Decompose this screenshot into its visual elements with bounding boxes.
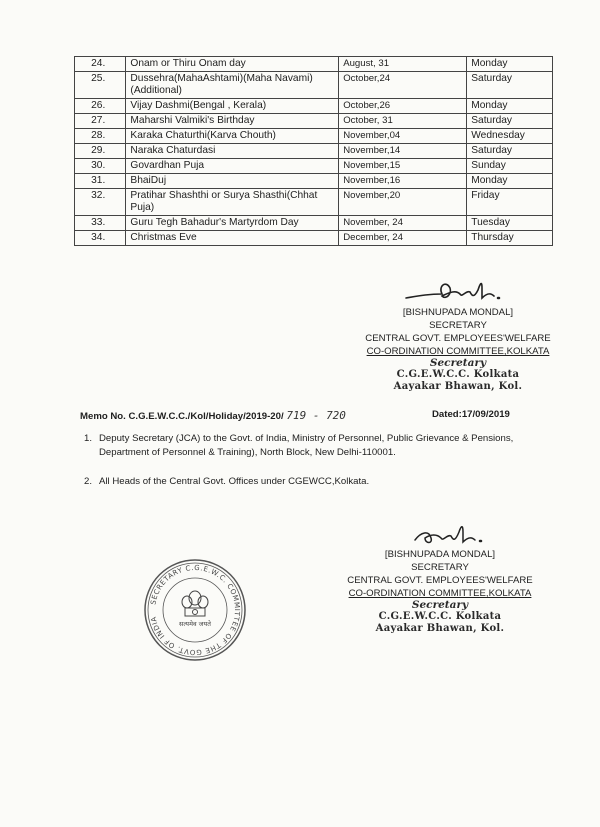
holiday-name: Christmas Eve xyxy=(126,231,339,246)
holiday-weekday: Saturday xyxy=(467,144,553,159)
holiday-weekday: Saturday xyxy=(467,114,553,129)
signatory-designation: SECRETARY xyxy=(429,320,487,331)
table-row xyxy=(75,231,553,246)
holiday-weekday: Sunday xyxy=(467,159,553,174)
holiday-name: Dussehra(MahaAshtami)(Maha Navami)(Additional) xyxy=(126,72,339,99)
org-line-1: CENTRAL GOVT. EMPLOYEES'WELFARE xyxy=(347,575,533,586)
holiday-date: November,15 xyxy=(339,159,467,174)
memo-handwritten-number: 719 - 720 xyxy=(286,409,346,422)
distribution-number: 1. xyxy=(84,433,93,444)
holiday-weekday: Tuesday xyxy=(467,216,553,231)
holiday-name: Naraka Chaturdasi xyxy=(126,144,339,159)
holiday-name: BhaiDuj xyxy=(126,174,339,189)
holiday-name: Pratihar Shashthi or Surya Shasthi(Chhat Puja) xyxy=(126,189,339,216)
table-row xyxy=(75,144,553,159)
table-row xyxy=(75,216,553,231)
org-line-2: CO-ORDINATION COMMITTEE,KOLKATA xyxy=(366,346,550,357)
table-row xyxy=(75,189,553,216)
stamp-address: Aayakar Bhawan, Kol. xyxy=(375,623,505,634)
holiday-name: Guru Tegh Bahadur's Martyrdom Day xyxy=(126,216,339,231)
stamp-org: C.G.E.W.C.C. Kolkata xyxy=(396,369,520,380)
row-number: 29. xyxy=(75,144,126,159)
org-line-1: CENTRAL GOVT. EMPLOYEES'WELFARE xyxy=(365,333,551,344)
signatory-name: [BISHNUPADA MONDAL] xyxy=(402,307,514,318)
table-row xyxy=(75,129,553,144)
holiday-date: November,16 xyxy=(339,174,467,189)
holiday-date: December, 24 xyxy=(339,231,467,246)
table-row xyxy=(75,99,553,114)
handwritten-signature-icon xyxy=(385,520,495,548)
table-row xyxy=(75,114,553,129)
stamp-address: Aayakar Bhawan, Kol. xyxy=(393,381,523,392)
table-row xyxy=(75,57,553,72)
holiday-weekday: Monday xyxy=(467,99,553,114)
row-number: 32. xyxy=(75,189,126,216)
distribution-text: Deputy Secretary (JCA) to the Govt. of India, Ministry of Personnel, Public Grievance & Pensions, Department of Personnel & Training), North Block, New Delhi-110001. xyxy=(99,433,514,458)
row-number: 34. xyxy=(75,231,126,246)
memo-number xyxy=(80,409,346,422)
signatory-designation: SECRETARY xyxy=(411,562,469,573)
row-number: 33. xyxy=(75,216,126,231)
distribution-number: 2. xyxy=(84,476,93,487)
holiday-weekday: Monday xyxy=(467,57,553,72)
holiday-date: August, 31 xyxy=(339,57,467,72)
row-number: 27. xyxy=(75,114,126,129)
holiday-name: Onam or Thiru Onam day xyxy=(126,57,339,72)
handwritten-signature-icon xyxy=(398,276,518,306)
holiday-date: November, 24 xyxy=(339,216,467,231)
row-number: 25. xyxy=(75,72,126,99)
signature-block-bottom xyxy=(335,520,545,635)
org-line-2: CO-ORDINATION COMMITTEE,KOLKATA xyxy=(348,588,532,599)
official-seal-icon xyxy=(143,558,247,662)
row-number: 24. xyxy=(75,57,126,72)
holiday-date: November,20 xyxy=(339,189,467,216)
holiday-table xyxy=(74,56,553,246)
stamp-title: Secretary xyxy=(411,599,469,611)
holiday-name: Maharshi Valmiki's Birthday xyxy=(126,114,339,129)
holiday-weekday: Wednesday xyxy=(467,129,553,144)
holiday-weekday: Saturday xyxy=(467,72,553,99)
signatory-name: [BISHNUPADA MONDAL] xyxy=(384,549,496,560)
row-number: 30. xyxy=(75,159,126,174)
signature-block-top xyxy=(358,276,558,393)
table-row xyxy=(75,174,553,189)
memo-date: Dated:17/09/2019 xyxy=(432,409,510,420)
holiday-date: October,26 xyxy=(339,99,467,114)
holiday-date: November,04 xyxy=(339,129,467,144)
holiday-weekday: Monday xyxy=(467,174,553,189)
seal-outer-text: SECRETARY C.G.E.W.C. COMMITTEE OF THE GOVT. OF INDIA xyxy=(149,563,242,657)
row-number: 26. xyxy=(75,99,126,114)
stamp-org: C.G.E.W.C.C. Kolkata xyxy=(378,611,502,622)
holiday-name: Karaka Chaturthi(Karva Chouth) xyxy=(126,129,339,144)
row-number: 31. xyxy=(75,174,126,189)
holiday-name: Govardhan Puja xyxy=(126,159,339,174)
seal-motto: सत्यमेव जयते xyxy=(179,620,211,628)
holiday-date: November,14 xyxy=(339,144,467,159)
holiday-date: October, 31 xyxy=(339,114,467,129)
table-row xyxy=(75,72,553,99)
holiday-date: October,24 xyxy=(339,72,467,99)
stamp-title: Secretary xyxy=(429,357,487,369)
holiday-weekday: Friday xyxy=(467,189,553,216)
holiday-name: Vijay Dashmi(Bengal , Kerala) xyxy=(126,99,339,114)
row-number: 28. xyxy=(75,129,126,144)
distribution-text: All Heads of the Central Govt. Offices under CGEWCC,Kolkata. xyxy=(99,476,370,487)
holiday-weekday: Thursday xyxy=(467,231,553,246)
memo-label: Memo No. C.G.E.W.C.C./Kol/Holiday/2019-20/ xyxy=(80,411,284,422)
table-row xyxy=(75,159,553,174)
holiday-table-body xyxy=(75,57,553,246)
